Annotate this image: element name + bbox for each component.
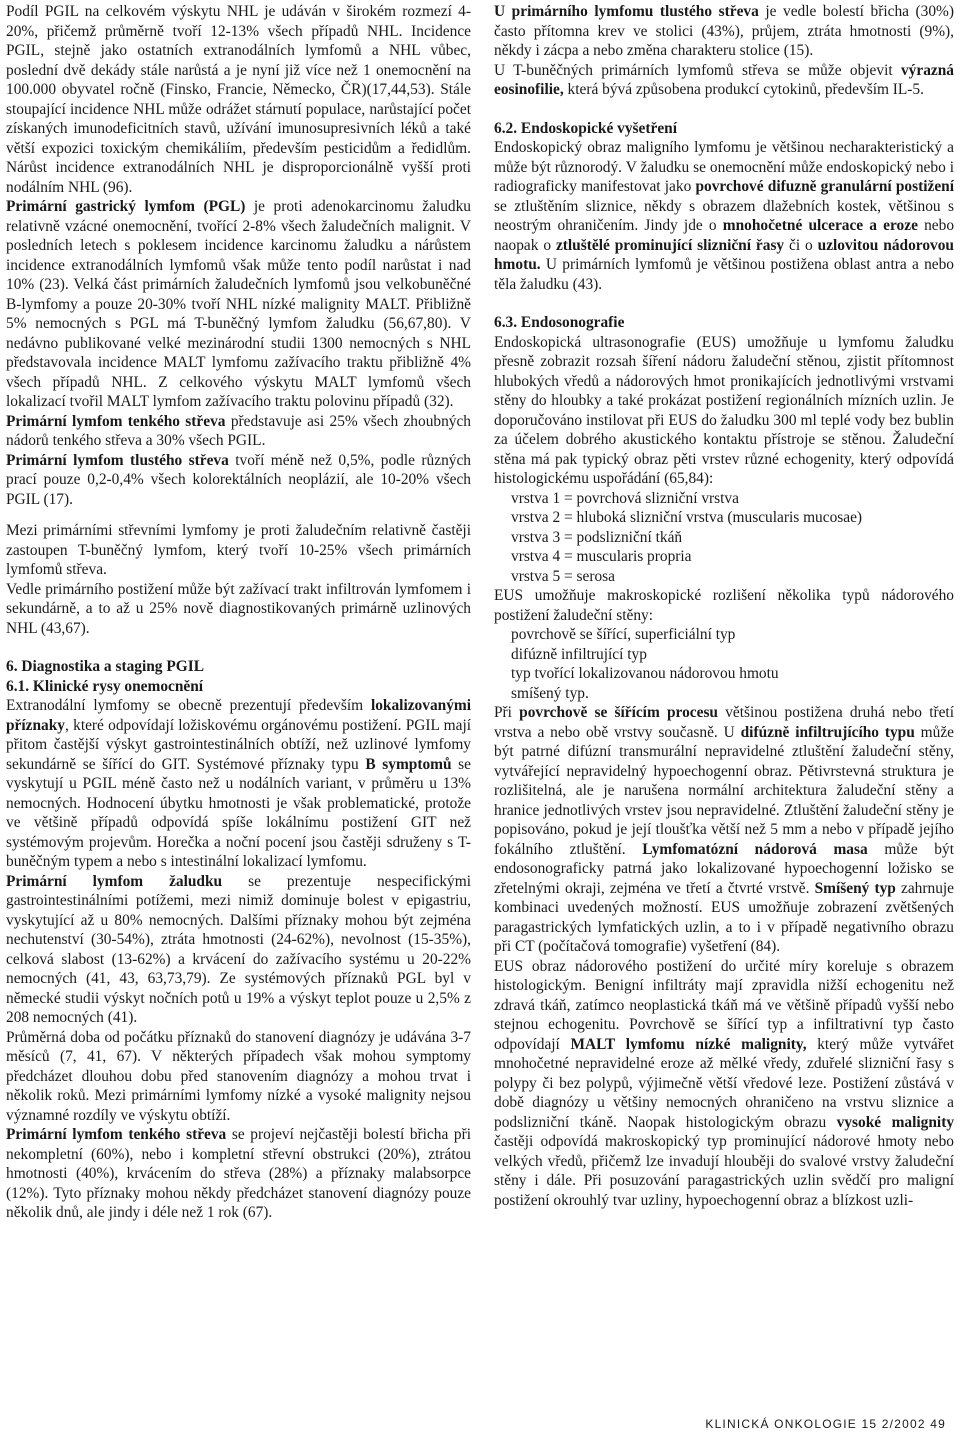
paragraph-colon	[6, 451, 471, 510]
text-find-a: Při	[494, 704, 520, 721]
text-pgl: je proti adenokarcinomu žaludku relativně vzácné onemocnění, tvořící 2-8% všech žaludečních malignit. V posledních letech s poklesem incidence karcinomu žaludku a nárůstem incidence extranodálních lymfomů však může tento podíl narůstat i nad 10% (23). Velká část primárních žaludečních lymfomů jsou velkobuněčné B-lymfomy a pouze 20-30% tvoří NHL nízké malignity MALT. Přibližně 5% nemocných s PGL má T-buněčný lymfom žaludku (56,67,80). V nedávno publikované velké mezinárodní studii 1300 nemocných s NHL představovala incidence MALT lymfomu zažívacího traktu přibližně 4% všech případů NHL. Z celkového výskytu MALT lymfomů všech lokalizací tvořil MALT lymfom zažívacího traktu polovinu případů (32).	[6, 198, 471, 410]
term-nodular-mass: uzlovitou nádorovou hmotu.	[494, 236, 954, 273]
paragraph-clinical	[6, 696, 471, 872]
text-colon-symptoms: je vedle bolestí břicha (30%) často přítomna krev ve stolici (43%), průjem, ztráta hmotnosti (9%), někdy i zácpa a nebo změna charakteru stolice (15).	[494, 3, 954, 59]
section-heading-6: 6. Diagnostika a staging PGIL	[6, 658, 204, 675]
list-item: vrstva 4 = muscularis propria	[511, 548, 692, 565]
paragraph-pgl	[6, 197, 471, 412]
term-pgl: Primární gastrický lymfom (PGL)	[6, 198, 246, 215]
list-item: vrstva 2 = hluboká slizniční vrstva (muscularis mucosae)	[511, 509, 863, 526]
text-hist-a: EUS obraz nádorového postižení do určité míry koreluje s obrazem histologickým. Benigní infiltráty mají zpravidla nižší echogenitu než zdravá tkáň, zatímco neoplastická tkáň má ve většině případů vyšší nebo stejnou echogenitu. Povrchově se šířící typ a infiltrativní typ často odpovídají	[494, 957, 954, 1053]
paragraph-eus-findings	[494, 703, 954, 957]
term-b-symptoms: B symptomů	[365, 755, 452, 773]
list-item: vrstva 3 = podslizniční tkáň	[511, 528, 683, 546]
paragraph-duration: Průměrná doba od počátku příznaků do stanovení diagnózy je udávána 3-7 měsíců (7, 41, 67). V některých případech však mohou symptomy předcházet dlouhou dobu před stanovením diagnózy a mohou trvat i několik roků. Mezi primárními lymfomy nízké a vysoké malignity nejsou významné rozdíly ve výskytu obtíží.	[6, 1028, 471, 1124]
text-clinical-c: se vyskytují u PGIL méně často než u nodálních variant, v průměru u 13% nemocných. Hodnocení úbytku hmotnosti je však problematické, protože ve většině případů odpovídá spíše lokálnímu postižení GIT než systémovým projevům. Horečka a noční pocení jsou častěji sdruženy s T-buněčným typem a nebo s intestinální lokalizací lymfomu.	[6, 755, 471, 870]
list-item: smíšený typ.	[511, 684, 589, 702]
paragraph-eus-types: EUS umožňuje makroskopické rozlišení několika typů nádorového postižení žaludeční stěny:	[494, 587, 954, 624]
page-footer: KLINICKÁ ONKOLOGIE 15 2/2002 49	[705, 1417, 946, 1431]
term-superficial: povrchově se šířícím procesu	[519, 704, 718, 721]
list-item: vrstva 5 = serosa	[511, 567, 615, 585]
paragraph-stomach	[6, 872, 471, 1028]
text-small-intestine: představuje asi 25% všech zhoubných nádorů tenkého střeva a 30% všech PGIL.	[6, 412, 472, 449]
text-eos-b: která bývá způsobena produkcí cytokinů, především IL-5.	[563, 81, 924, 98]
paragraph-colon-symptoms	[494, 2, 954, 61]
text-find-e: zahrnuje kombinaci uvedených možností. EUS umožňuje zobrazení zvětšených paragastrických lymfatických uzlin, a to i v případě negativního obrazu při CT (počítačová tomografie) vyšetření (84).	[494, 879, 954, 955]
paragraph-small-intestine	[6, 412, 471, 451]
term-mixed-type: Smíšený typ	[814, 879, 896, 897]
text-eos-a: U T-buněčných primárních lymfomů střeva se může objevit	[494, 61, 901, 79]
text-hist-b: který může vytvářet mnohočetné nepravidelné eroze až mělké vředy, zduřelé slizniční řasy s polypy či bez polypů, výjimečně větší vředové leze. Postižení zůstává v době diagnózy u většiny nemocných ohraničeno na vrstvu sliznice a podslizniční tkáně. Naopak histologickým obrazu	[494, 1035, 954, 1131]
paragraph-eus-histology	[494, 957, 954, 1211]
paragraph-eus: Endoskopická ultrasonografie (EUS) umožňuje u lymfomu žaludku přesně zobrazit rozsah šíření nádoru žaludeční stěnou, zjistit přítomnost hlubokých vředů a nádorových hmot pronikajících jednotlivými vrstvami stěny do hloubky a také prokázat postižení regionálních mízních uzlin. Je doporučováno instilovat při EUS do žaludku 300 ml teplé vody bez bublin za účelem dobrého akustického kontaktu přístroje se stěnou. Žaludeční stěna má pak typický obraz pěti vrstev různé echogenity, který odpovídá histologickému uspořádání (65,84):	[494, 333, 954, 487]
section-heading-6-3: 6.3. Endosonografie	[494, 314, 625, 331]
layer-list	[494, 489, 954, 587]
section-heading-6-1: 6.1. Klinické rysy onemocnění	[6, 677, 204, 695]
text-stomach: se prezentuje nespecifickými gastrointestinálními potížemi, mezi nimiž dominuje bolest v epigastriu, vyskytující až u 80% nemocných. Dalšími příznaky mohou být zejména nechutenství (30-54%), ztráta hmotnosti (24-62%), nevolnost (15-35%), celková slabost (13-62%) a krvácení do zažívacího systému u 20-22% nemocných (41, 43, 63,73,79). Ze systémových příznaků PGL byl v německé studii výskyt nočních potů u 19% a výskyt teplot pouze u 2,5% z 208 nemocných (41).	[6, 872, 471, 1026]
section-heading-6-2: 6.2. Endoskopické vyšetření	[494, 119, 677, 137]
text-colon: tvoří méně než 0,5%, podle různých prací pouze 0,2-0,4% všech kolorektálních neoplázií, ale 10-20% všech PGIL (17).	[6, 451, 471, 508]
text-endo-e: U primárních lymfomů je většinou postižena oblast antra a nebo těla žaludku (43).	[494, 256, 954, 293]
term-stomach: Primární lymfom žaludku	[6, 872, 223, 890]
term-localized: lokalizovanými příznaky	[6, 697, 471, 734]
term-small-intestine-2: Primární lymfom tenkého střeva	[6, 1126, 227, 1143]
text-find-b: většinou postižena druhá nebo třetí vrstva a nebo obě vrstvy současně. U	[494, 704, 954, 741]
paragraph-incidence: Podíl PGIL na celkovém výskytu NHL je udáván v širokém rozmezí 4-20%, přičemž průměrně tvoří 12-13% všech případů NHL. Incidence PGIL, stejně jako ostatních extranodálních lymfomů a NHL vůbec, poslední dvě dekády stále narůstá a je nyní již více než 1 onemocnění na 100.000 obyvatel ročně (Finsko, Francie, Německo, ČR)(17,44,53). Stále stoupající incidence NHL může odrážet stárnutí populace, narůstající počet získaných imunodeficitních stavů, užívání imunosupresivních léků a také větší expozici toxickým chemikáliím, především pesticidům a ředidlům. Nárůst incidence extranodálních NHL je disproporcionálně vyšší proti nodálním NHL (96).	[6, 3, 471, 196]
term-eosinophilia: výrazná eosinofilie,	[494, 61, 954, 98]
text-find-d: může být endosonograficky patrná jako lokalizované hypoechogenní ložisko se zřetelnými okraji, zejména ve třetí a čtvrté vrstvě.	[494, 840, 954, 897]
text-clinical-b: , které odpovídají ložiskovému orgánovému postižení. PGIL mají přitom častější výskyt gastrointestinálních obtíží, než uzlinové lymfomy sekundárně se šířící do GIT. Systémové příznaky typu	[6, 716, 471, 773]
term-colon-lymphoma: U primárního lymfomu tlustého střeva	[494, 3, 759, 20]
text-endo-d: či o	[784, 236, 818, 254]
paragraph-small-intestine-symptoms	[6, 1125, 471, 1223]
list-item: difúzně infiltrující typ	[511, 645, 647, 663]
term-small-intestine: Primární lymfom tenkého střeva	[6, 412, 226, 430]
list-item: typ tvořící lokalizovanou nádorovou hmotu	[511, 665, 779, 682]
term-malt-low: MALT lymfomu nízké malignity,	[570, 1035, 807, 1053]
text-small-intestine-2: se projeví nejčastěji bolestí břicha při nekompletní (60%), nebo i kompletní střevní obstrukci (20%), ztrátou hmotnosti (40%), krvácením do střeva (28%) a příznaky malabsorpce (12%). Tyto příznaky mohou někdy předcházet stanovení diagnózy pouze několik dnů, ale jindy i déle než 1 rok (67).	[6, 1126, 471, 1221]
right-column	[494, 2, 954, 1210]
term-colon: Primární lymfom tlustého střeva	[6, 451, 229, 469]
text-endo-b: se ztluštěním sliznice, někdy s obrazem dlažebních kostek, většinou s neostrým ohraničením. Jindy jde o	[494, 197, 954, 234]
term-diffuse-granular: povrchové difuzně granulární postižení	[695, 178, 954, 195]
list-item: povrchově se šířící, superficiální typ	[511, 626, 736, 643]
paragraph-eosinophilia	[494, 61, 954, 100]
paragraph-t-cell: Mezi primárními střevními lymfomy je proti žaludečním relativně častěji zastoupen T-buněčný lymfom, který tvoří 10-25% všech primárních lymfomů střeva.	[6, 522, 471, 578]
left-column	[6, 2, 471, 1223]
term-ulcerations: mnohočetné ulcerace a eroze	[722, 217, 918, 234]
text-endo-a: Endoskopický obraz maligního lymfomu je většinou necharakteristický a může být různorodý. V žaludku se onemocnění může endoskopický nebo i radiograficky manifestovat jako	[494, 139, 954, 195]
text-find-c: může být patrné difúzní transmurální nepravidelné ztluštění žaludeční stěny, vytvářející nepravidelný hypoechogenní obraz. Pětivrstevná struktura je rozlišitelná, ale je narušena normální architektura žaludeční stěny a hranice jednotlivých vrstev jsou nepravidelné. Ztluštění žaludeční stěny je popisováno, pokud je její tloušťka větší než 5 mm a nebo v případě jejího fokálního ztluštění.	[494, 723, 955, 858]
text-hist-c: častěji odpovídá makroskopický typ prominující nádorové hmoty nebo velkých vředů, přičemž lze invadují hlouběji do svalové vrstvy žaludeční stěny i dále. Při posuzování paragastrických uzlin svědčí pro maligní postižení okrouhlý tvar uzliny, hypoechogenní obraz a blízkost uzli-	[494, 1133, 954, 1209]
term-diffuse-infiltrating: difúzně infiltrujícího typu	[740, 723, 915, 741]
paragraph-endoscopy	[494, 138, 954, 294]
term-tumor-mass: Lymfomatózní nádorová masa	[642, 840, 868, 858]
type-list	[494, 625, 954, 703]
term-high-malignancy: vysoké malignity	[836, 1113, 955, 1131]
paragraph-secondary: Vedle primárního postižení může být zažívací trakt infiltrován lymfomem i sekundárně, a to až u 25% nově diagnostikovaných primárně uzlinových NHL (43,67).	[6, 580, 471, 637]
list-item: vrstva 1 = povrchová slizniční vrstva	[511, 489, 739, 507]
text-clinical-a: Extranodální lymfomy se obecně prezentují především	[6, 697, 371, 714]
term-folds: ztluštělé prominující slizniční řasy	[555, 236, 785, 254]
text-endo-c: nebo naopak o	[494, 217, 955, 254]
